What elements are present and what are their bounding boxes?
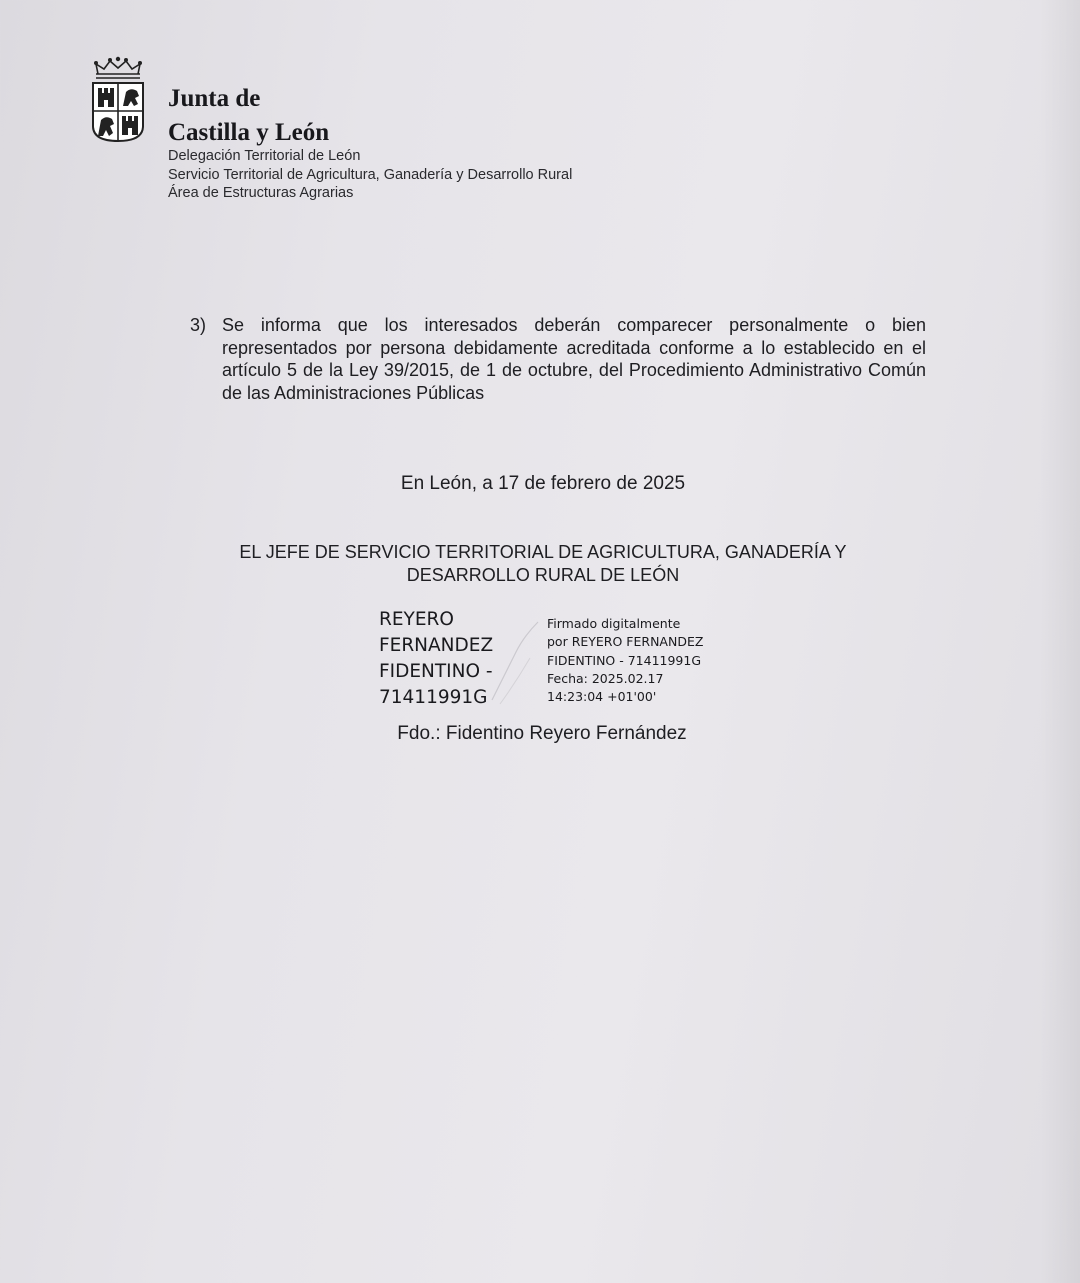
digital-signature-line: FIDENTINO - 71411991G [547, 652, 702, 668]
page-shadow [1040, 0, 1080, 1283]
signed-by-line: Fdo.: Fidentino Reyero Fernández [397, 723, 687, 744]
department-line2: Servicio Territorial de Agricultura, Ganadería y Desarrollo Rural [168, 166, 573, 183]
paragraph-text: Se informa que los interesados deberán comparecer personalmente o bien representados por persona debidamente acreditada conforme a lo establecido en el artículo 5 de la Ley 39/2015, de 1 de octubre, del Procedimiento Administrativo Común de las Administraciones Públicas [222, 315, 926, 403]
digital-signature-line: Fecha: 2025.02.17 [547, 670, 664, 686]
organization-name-line1: Junta de [168, 85, 261, 112]
signer-name-block [379, 607, 493, 711]
department-line3: Área de Estructuras Agrarias [168, 185, 354, 201]
signatory-title-line2: DESARROLLO RURAL DE LEÓN [406, 564, 680, 585]
organization-name-line2: Castilla y León [168, 119, 330, 146]
signatory-title [190, 541, 896, 586]
signer-name-line: 71411991G [379, 687, 488, 708]
organization-name [168, 82, 329, 150]
department-info [168, 147, 572, 203]
place-and-date: En León, a 17 de febrero de 2025 [400, 473, 686, 494]
paragraph-number: 3) [190, 315, 207, 335]
digital-signature-line: por REYERO FERNANDEZ [547, 634, 704, 650]
digital-signature-line: 14:23:04 +01'00' [547, 689, 657, 705]
signatory-title-line1: EL JEFE DE SERVICIO TERRITORIAL DE AGRICULTURA, GANADERÍA Y [239, 542, 847, 562]
digital-signature-line: Firmado digitalmente [547, 616, 681, 631]
signer-name-line: FIDENTINO - [379, 661, 493, 682]
coat-of-arms-logo [90, 56, 146, 144]
signer-name-line: REYERO [379, 609, 454, 630]
digital-signature-info [547, 615, 703, 706]
digital-signature-watermark-icon [486, 612, 550, 712]
signer-name-line: FERNANDEZ [379, 635, 494, 656]
department-line1: Delegación Territorial de León [168, 148, 361, 164]
